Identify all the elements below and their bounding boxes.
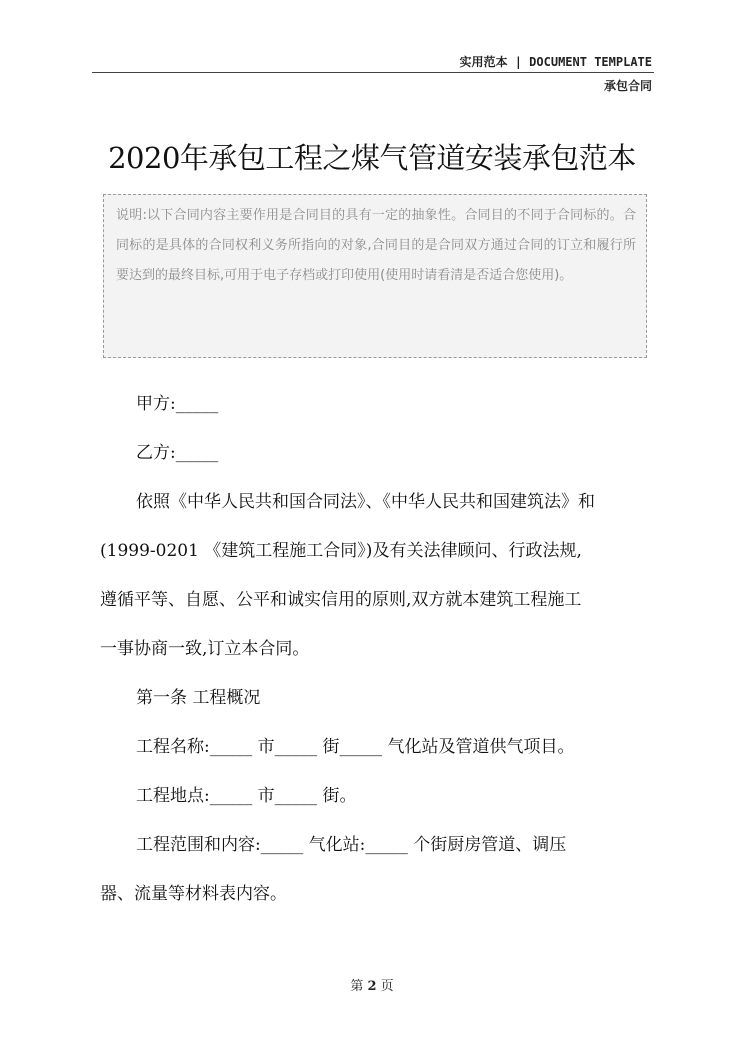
- party-a-line: 甲方:_____: [136, 394, 219, 414]
- project-location-line: 工程地点:_____ 市_____ 街。: [136, 786, 357, 806]
- intro-line: 依照《中华人民共和国合同法》、《中华人民共和国建筑法》和: [136, 492, 595, 512]
- notice-box: [103, 194, 647, 358]
- page-number: 2: [367, 979, 377, 994]
- scope-line: 器、流量等材料表内容。: [100, 884, 287, 904]
- intro-line: 一事协商一致,订立本合同。: [100, 639, 310, 659]
- document-title: 2020年承包工程之煤气管道安装承包范本: [108, 141, 636, 175]
- header-category-label: 承包合同: [603, 79, 652, 93]
- intro-line: 遵循平等、自愿、公平和诚实信用的原则,双方就本建筑工程施工: [100, 590, 582, 610]
- party-b-line: 乙方:_____: [136, 443, 219, 463]
- page-prefix: 第: [350, 979, 364, 994]
- intro-line: (1999-0201 《建筑工程施工合同》)及有关法律顾问、行政法规,: [100, 541, 582, 561]
- header-document-template-label: 实用范本 | DOCUMENT TEMPLATE: [459, 55, 652, 69]
- scope-paragraph: [100, 821, 656, 919]
- intro-paragraph: [100, 478, 656, 674]
- page-footer: [0, 975, 744, 994]
- project-name-line: 工程名称:_____ 市_____ 街_____ 气化站及管道供气项目。: [136, 737, 575, 757]
- contract-body: [100, 380, 656, 919]
- page-suffix: 页: [380, 979, 394, 994]
- scope-line: 工程范围和内容:_____ 气化站:_____ 个街厨房管道、调压: [136, 835, 567, 855]
- notice-text: 说明:以下合同内容主要作用是合同目的具有一定的抽象性。合同目的不同于合同标的。合同标的是具体的合同权利义务所指向的对象,合同目的是合同双方通过合同的订立和履行所要达到的最终目标,可用于电子存档或打印使用(使用时请看清是否适合您使用)。: [116, 208, 636, 283]
- header-divider: [92, 72, 654, 73]
- article-1-heading: 第一条 工程概况: [136, 688, 261, 708]
